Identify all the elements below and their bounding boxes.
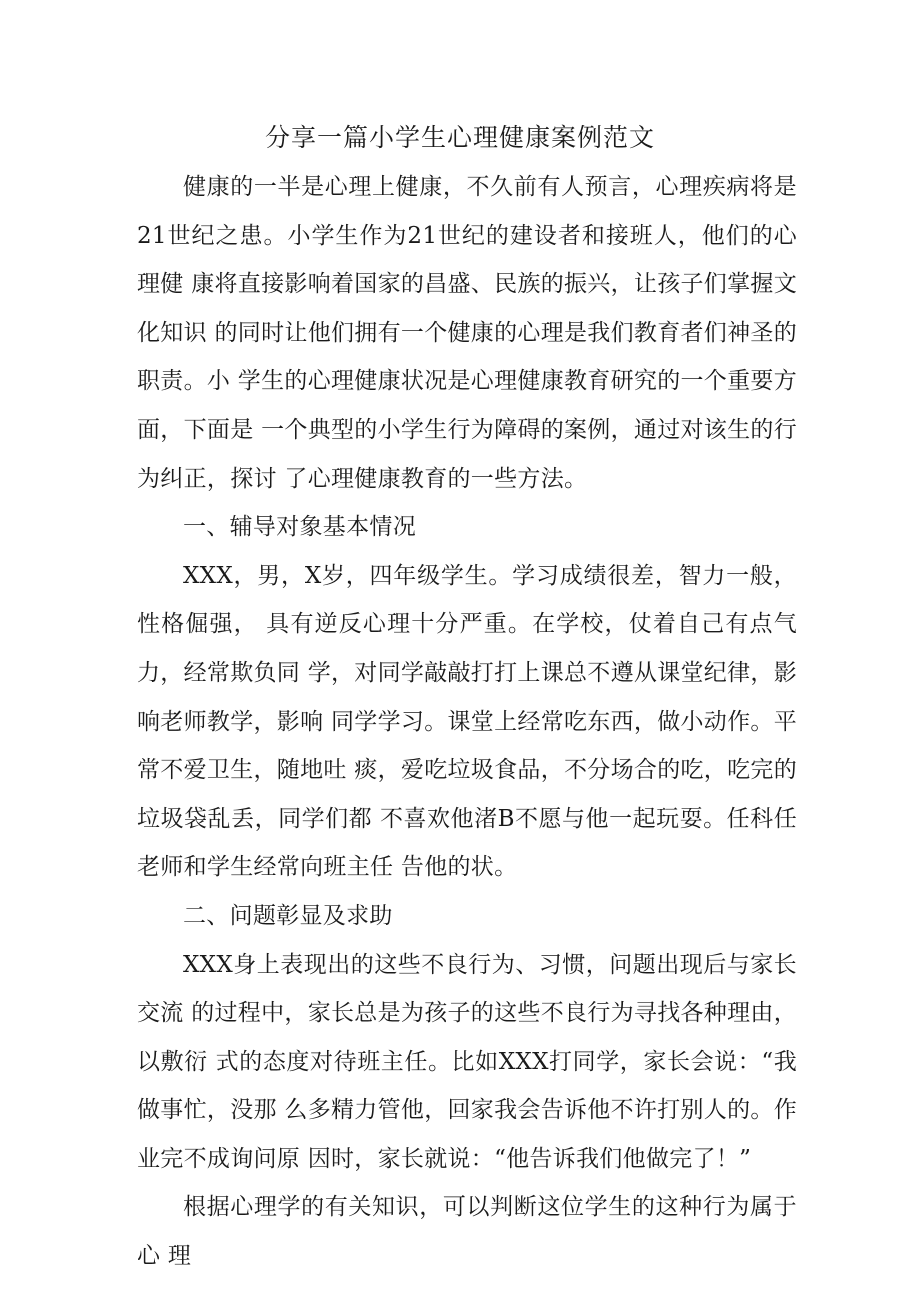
paragraph-intro: 健康的一半是心理上健康，不久前有人预言，心理疾病将是21世纪之患。小学生作为21世纪的建设者和接班人，他们的心理健 康将直接影响着国家的昌盛、民族的振兴，让孩子们掌握文化知识 的同时让他们拥有一个健康的心理是我们教育者们神圣的职责。小 学生的心理健康状况是心理健康教育研究的一个重要方面，下面是 一个典型的小学生行为障碍的案例，通过对该生的行为纠正，探讨 了心理健康教育的一些方法。 [137, 174, 798, 492]
section-heading-basic-info: 一、辅导对象基本情况 [183, 514, 416, 541]
paragraph-basic-info: XXX，男，X岁，四年级学生。学习成绩很差，智力一般，性格倔强， 具有逆反心理十分严重。在学校，仗着自己有点气力，经常欺负同 学，对同学敲敲打打上课总不遵从课堂纪律，影响老师教学，影响 同学学习。课堂上经常吃东西，做小动作。平常不爱卫生，随地吐 痰，爱吃垃圾食品，不分场合的吃，吃完的垃圾袋乱丢，同学们都 不喜欢他渚B不愿与他一起玩耍。任科任老师和学生经常向班主任 告他的状。 [137, 562, 798, 881]
document-title: 分享一篇小学生心理健康案例范文 [264, 123, 655, 152]
section-heading-problem: 二、问题彰显及求助 [183, 902, 393, 929]
document-body [137, 163, 797, 1281]
paragraph-analysis: 根据心理学的有关知识，可以判断这位学生的这种行为属于心 理 [137, 1194, 797, 1270]
paragraph-problem: XXX身上表现出的这些不良行为、习惯，问题出现后与家长交流 的过程中，家长总是为孩子的这些不良行为寻找各种理由，以敷衍 式的态度对待班主任。比如XXX打同学，家长会说：“我做事忙，没那 么多精力管他，回家我会告诉他不许打别人的。作业完不成询问原 因时，家长就说：“他告诉我们他做完了！” [137, 951, 798, 1172]
